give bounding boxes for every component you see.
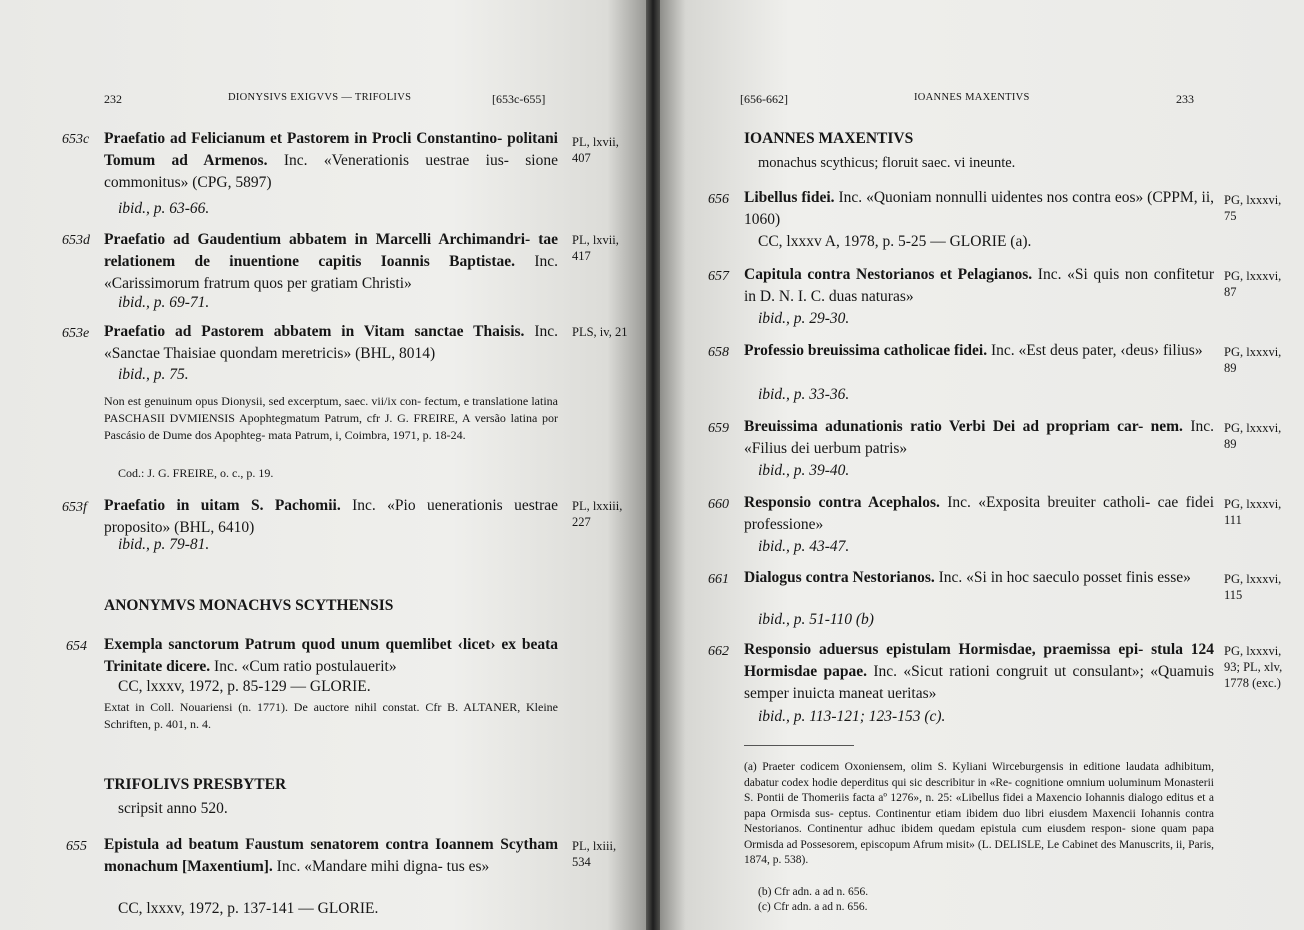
entry-654 (104, 634, 558, 678)
ibid-line: ibid., p. 69-71. (118, 294, 210, 311)
entry-number: 662 (708, 644, 729, 659)
left-page (0, 0, 646, 930)
section-heading: TRIFOLIVS PRESBYTER (104, 776, 287, 793)
entry-incipit: Inc. «Est deus pater, ‹deus› filius» (987, 342, 1203, 359)
patrologia-ref: PG, lxxxvi, 93; PL, xlv, 1778 (exc.) (1224, 644, 1283, 690)
page-range: [656-662] (740, 92, 788, 106)
ibid-line: ibid., p. 39-40. (758, 462, 850, 479)
book-gutter (646, 0, 660, 930)
entry-title: Dialogus contra Nestorianos. (744, 569, 935, 586)
codex-line: Cod.: J. G. FREIRE, o. c., p. 19. (118, 466, 274, 480)
intro-line: monachus scythicus; floruit saec. vi ineunte. (758, 155, 1016, 171)
ibid-line: ibid., p. 113-121; 123-153 (c). (758, 708, 946, 725)
entry-incipit: Inc. «Sicut rationi congruit ut consulant»; «Quamuis semper inuicta maneat ueritas» (744, 663, 1214, 702)
cc-line: CC, lxxxv, 1972, p. 85-129 — GLORIE. (118, 678, 371, 695)
entry-title: Responsio contra Acephalos. (744, 494, 940, 511)
entry-661 (744, 567, 1214, 589)
ibid-line: ibid., p. 43-47. (758, 538, 850, 555)
entry-title: Responsio aduersus epistulam Hormisdae, praemissa epi- stula 124 Hormisdae papae. (744, 641, 1214, 680)
entry-number: 658 (708, 345, 729, 360)
entry-number: 653c (62, 132, 90, 147)
patrologia-ref: PL, lxvii, 407 (572, 135, 619, 165)
entry-655 (104, 834, 558, 878)
entry-title: Professio breuissima catholicae fidei. (744, 342, 988, 359)
ibid-line: ibid., p. 63-66. (118, 200, 210, 217)
entry-number: 659 (708, 421, 729, 436)
cc-line: CC, lxxxv A, 1978, p. 5-25 — GLORIE (a). (758, 233, 1032, 250)
entry-number: 656 (708, 192, 729, 207)
scripsit-line: scripsit anno 520. (118, 800, 228, 817)
running-title: IOANNES MAXENTIVS (914, 92, 1030, 103)
entry-title: Praefatio ad Felicianum et Pastorem in Procli Constantino- politani Tomum ad Armenos. (104, 130, 558, 169)
entry-incipit: Inc. «Si in hoc saeculo posset finis esse» (934, 569, 1191, 586)
entry-number: 657 (708, 269, 729, 284)
entry-658 (744, 340, 1214, 362)
entry-number: 660 (708, 497, 729, 512)
entry-number: 653f (62, 500, 87, 515)
page-number: 233 (1176, 92, 1194, 106)
left-running-header (104, 92, 564, 108)
entry-660 (744, 492, 1214, 536)
patrologia-ref: PG, lxxxvi, 75 (1224, 193, 1282, 223)
entry-title: Epistula ad beatum Faustum senatorem contra Ioannem Scytham monachum [Maxentium]. (104, 836, 558, 875)
entry-659 (744, 416, 1214, 460)
patrologia-ref: PG, lxxxvi, 87 (1224, 269, 1282, 299)
entry-653e (104, 321, 558, 365)
entry-653d (104, 229, 558, 295)
entry-number: 653d (62, 233, 90, 248)
entry-653f (104, 495, 558, 539)
entry-662 (744, 639, 1214, 705)
cc-line: CC, lxxxv, 1972, p. 137-141 — GLORIE. (118, 900, 379, 917)
patrologia-ref: PG, lxxxvi, 111 (1224, 497, 1282, 527)
right-running-header (740, 92, 1220, 108)
entry-incipit: Inc. «Filius dei uerbum patris» (744, 418, 1214, 457)
ibid-line: ibid., p. 33-36. (758, 386, 850, 403)
running-title: DIONYSIVS EXIGVVS — TRIFOLIVS (228, 92, 412, 103)
footnote-a: (a) Praeter codicem Oxoniensem, olim S. Kyliani Wirceburgensis in editione laudata adhibitum, dabatur codex hodie deperditus qui sic describitur in «Re- cognitione omnium uoluminum Monasterii S. Pontii de Thomeriis facta aº 1276», n. 25: «Libellus fidei a Maxencio Iohannis dialogo editus et a papa Ormisda sus- ceptus. Continentur etiam ibidem duo libri eiusdem Maxencii Iohannis contra Nestorianos. Continentur adhuc ibidem quedam epistula cum eiusdem respon- sione quam papa Ormisda ad Possesorem, episcopum Afrum misit» (L. DELISLE, Le Cabinet des Manuscrits, ii, Paris, 1874, p. 538). (744, 761, 1214, 866)
footnote-b: (b) Cfr adn. a ad n. 656. (758, 886, 869, 898)
patrologia-ref: PG, lxxxvi, 115 (1224, 572, 1282, 602)
footnote-divider (744, 745, 854, 746)
entry-title: Praefatio ad Pastorem abbatem in Vitam sanctae Thaisis. (104, 323, 525, 340)
patrologia-ref: PL, lxxiii, 227 (572, 499, 623, 529)
footnote-c: (c) Cfr adn. a ad n. 656. (758, 901, 868, 913)
entry-number: 653e (62, 326, 90, 341)
page-number: 232 (104, 92, 122, 106)
patrologia-ref: PL, lxvii, 417 (572, 233, 619, 263)
entry-title: Praefatio ad Gaudentium abbatem in Marcelli Archimandri- tae relationem de inuentione capitis Ioannis Baptistae. (104, 231, 558, 270)
page-range: [653c-655] (492, 92, 546, 106)
right-page (660, 0, 1304, 930)
section-heading: IOANNES MAXENTIVS (744, 130, 914, 147)
patrologia-ref: PG, lxxxvi, 89 (1224, 345, 1282, 375)
entry-number: 661 (708, 572, 729, 587)
entry-note: Non est genuinum opus Dionysii, sed excerptum, saec. vii/ix con- fectum, e translatione latina PASCHASII DVMIENSIS Apophtegmatum Patrum, cfr J. G. FREIRE, A versão latina por Pascásio de Dume dos Apophteg- mata Patrum, i, Coimbra, 1971, p. 18-24. (104, 394, 558, 442)
entry-note: Extat in Coll. Nouariensi (n. 1771). De auctore nihil constat. Cfr B. ALTANER, Kleine Schriften, p. 401, n. 4. (104, 700, 558, 731)
entry-incipit: Inc. «Cum ratio postulauerit» (210, 658, 397, 675)
entry-number: 655 (66, 839, 87, 854)
ibid-line: ibid., p. 51-110 (b) (758, 611, 874, 628)
entry-incipit: Inc. «Quoniam nonnulli uidentes nos contra eos» (CPPM, ii, 1060) (744, 189, 1215, 228)
ibid-line: ibid., p. 29-30. (758, 310, 850, 327)
entry-incipit: Inc. «Venerationis uestrae ius- sione commonitus» (CPG, 5897) (104, 152, 558, 191)
entry-656 (744, 187, 1214, 231)
patrologia-ref: PL, lxiii, 534 (572, 839, 617, 869)
entry-653c (104, 128, 558, 194)
entry-number: 654 (66, 639, 87, 654)
entry-657 (744, 264, 1214, 308)
patrologia-ref: PLS, iv, 21 (572, 325, 628, 339)
entry-title: Praefatio in uitam S. Pachomii. (104, 497, 341, 514)
entry-incipit: Inc. «Mandare mihi digna- tus es» (272, 858, 490, 875)
entry-incipit: Inc. «Exposita breuiter catholi- cae fidei professione» (744, 494, 1214, 533)
entry-incipit: Inc. «Pio uenerationis uestrae proposito» (BHL, 6410) (104, 497, 558, 536)
entry-incipit: Inc. «Si quis non confitetur in D. N. I. C. duas naturas» (744, 266, 1214, 305)
entry-incipit: Inc. «Sanctae Thaisiae quondam meretricis» (BHL, 8014) (104, 323, 558, 362)
entry-incipit: Inc. «Carissimorum fratrum quos per gratiam Christi» (104, 253, 558, 292)
patrologia-ref: PG, lxxxvi, 89 (1224, 421, 1282, 451)
entry-title: Libellus fidei. (744, 189, 835, 206)
entry-title: Breuissima adunationis ratio Verbi Dei ad propriam car- nem. (744, 418, 1183, 435)
section-heading: ANONYMVS MONACHVS SCYTHENSIS (104, 597, 394, 614)
entry-title: Exempla sanctorum Patrum quod unum quemlibet ‹licet› ex beata Trinitate dicere. (104, 636, 558, 675)
ibid-line: ibid., p. 75. (118, 366, 189, 383)
ibid-line: ibid., p. 79-81. (118, 536, 210, 553)
entry-title: Capitula contra Nestorianos et Pelagianos. (744, 266, 1033, 283)
